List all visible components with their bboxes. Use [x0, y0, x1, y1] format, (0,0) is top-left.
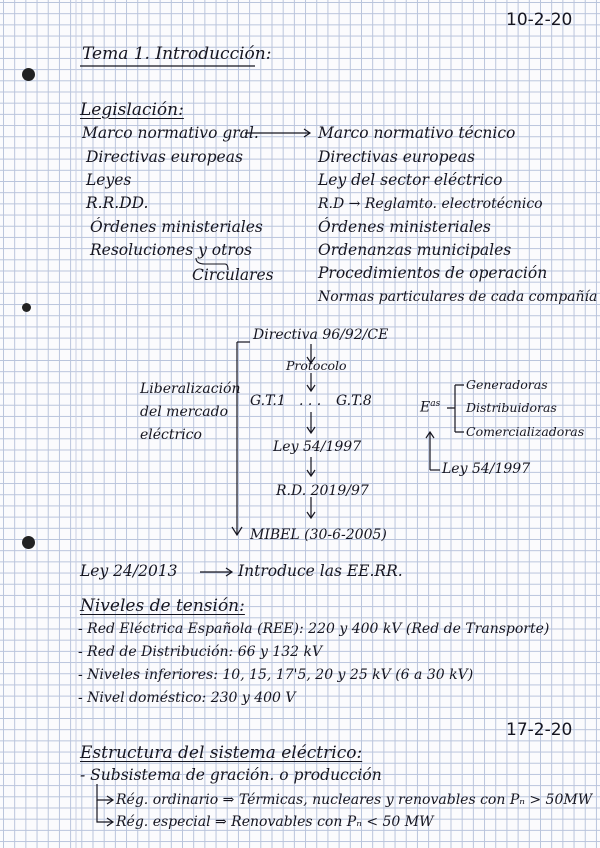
liberalizacion-label: Liberalización: [140, 381, 241, 397]
empresas-label: [420, 400, 440, 415]
estructura-item: Rég. especial ⇒ Renovables con Pₙ < 50 MW: [116, 814, 434, 830]
chain-gt1: G.T.1: [250, 393, 286, 409]
legislacion-heading: Legislación:: [80, 100, 184, 120]
empresa-tipo: Distribuidoras: [466, 400, 557, 415]
niveles-item: - Red Eléctrica Española (REE): 220 y 400 kV (Red de Transporte): [78, 621, 550, 637]
empresa-tipo: Generadoras: [466, 377, 548, 392]
liberalizacion-label: eléctrico: [140, 427, 202, 443]
legislacion-right-item: Órdenes ministeriales: [318, 218, 491, 236]
legislacion-left-item: Directivas europeas: [86, 148, 243, 166]
chain-rd: R.D. 2019/97: [276, 483, 369, 499]
legislacion-left-item: R.R.DD.: [86, 194, 149, 212]
liberalizacion-label: del mercado: [140, 404, 229, 420]
niveles-item: - Red de Distribución: 66 y 132 kV: [78, 644, 323, 660]
empresas-ley: Ley 54/1997: [442, 461, 531, 477]
legislacion-right-item: Procedimientos de operación: [318, 264, 548, 282]
niveles-item: - Niveles inferiores: 10, 15, 17'5, 20 y 25 kV (6 a 30 kV): [78, 667, 474, 683]
legislacion-right-item: Marco normativo técnico: [318, 124, 516, 142]
estructura-sub: - Subsistema de gración. o producción: [80, 766, 382, 784]
legislacion-right-item: Ley del sector eléctrico: [318, 171, 503, 189]
ley2013-text: Introduce las EE.RR.: [238, 562, 403, 580]
chain-ley: Ley 54/1997: [273, 439, 362, 455]
chain-dots: . . .: [299, 393, 322, 409]
empresa-tipo: Comercializadoras: [466, 424, 585, 439]
circulares-label: Circulares: [192, 266, 274, 284]
legislacion-right-item: Ordenanzas municipales: [318, 241, 512, 259]
legislacion-left-item: Órdenes ministeriales: [90, 218, 263, 236]
chain-mibel: MIBEL (30-6-2005): [250, 527, 387, 543]
ley2013-label: Ley 24/2013: [80, 562, 178, 580]
legislacion-left-item: Marco normativo gral.: [82, 124, 259, 142]
empresas-brace: [426, 385, 464, 470]
date-second: 17-2-20: [506, 720, 573, 740]
legislacion-right-item: R.D → Reglamto. electrotécnico: [318, 196, 543, 212]
date-first: 10-2-20: [506, 10, 573, 30]
legislacion-right-item: Normas particulares de cada compañía: [318, 289, 598, 305]
chain-gt8: G.T.8: [336, 393, 372, 409]
legislacion-right-item: Directivas europeas: [318, 148, 475, 166]
estructura-item: Rég. ordinario ⇒ Térmicas, nucleares y renovables con Pₙ > 50MW: [116, 792, 593, 808]
estructura-arrows: [97, 784, 113, 826]
niveles-item: - Nivel doméstico: 230 y 400 V: [78, 690, 296, 706]
estructura-heading: Estructura del sistema eléctrico:: [80, 743, 363, 763]
page-title: Tema 1. Introducción:: [82, 44, 272, 64]
legislacion-left-item: Leyes: [86, 171, 132, 189]
empresas-superscript: as: [430, 399, 441, 409]
chain-protocolo: Protocolo: [286, 358, 347, 373]
niveles-heading: Niveles de tensión:: [80, 596, 245, 616]
chain-directiva: Directiva 96/92/CE: [253, 327, 389, 343]
empresas-letter: E: [420, 399, 431, 416]
legislacion-left-item: Resoluciones y otros: [90, 241, 253, 259]
